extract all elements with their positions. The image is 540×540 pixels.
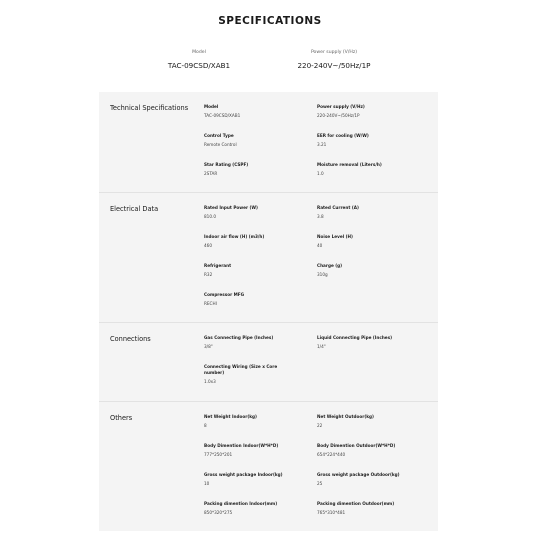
spec-label: Moisture removal (Liters/h)	[317, 162, 382, 167]
section-title: Connections	[110, 335, 151, 343]
spec-item	[204, 292, 314, 307]
spec-label: Packing dimention Indoor(mm)	[204, 501, 278, 506]
spec-value: 850*320*275	[204, 510, 233, 515]
spec-value: 8	[204, 423, 207, 428]
spec-value: 40	[317, 243, 323, 248]
spec-value: RECHI	[204, 301, 217, 306]
spec-label: Charge (g)	[317, 263, 343, 268]
spec-item	[317, 162, 427, 177]
spec-item	[317, 263, 427, 278]
spec-label: Net Weight Indoor(kg)	[204, 414, 257, 419]
spec-value: 10	[204, 481, 210, 486]
spec-item	[204, 443, 314, 458]
spec-value: 3/8"	[204, 344, 213, 349]
spec-value: 220-240V~/50Hz/1P	[317, 113, 360, 118]
spec-item	[317, 335, 427, 350]
spec-value: 460	[204, 243, 212, 248]
spec-label: Star Rating (CSPF)	[204, 162, 249, 167]
section-electrical	[99, 193, 438, 323]
spec-label: Gross weight package Indoor(kg)	[204, 472, 283, 477]
spec-item	[204, 335, 314, 350]
spec-item	[317, 501, 427, 516]
spec-label: Gross weight package Outdoor(kg)	[317, 472, 400, 477]
spec-item	[204, 133, 314, 148]
spec-label: Model	[204, 104, 219, 109]
spec-value: 3.8	[317, 214, 324, 219]
spec-value: 25	[317, 481, 323, 486]
spec-label: Indoor air flow (H) (m3/h)	[204, 234, 265, 239]
section-others	[99, 402, 438, 534]
spec-item	[317, 133, 427, 148]
summary-power-value: 220-240V~/50Hz/1P	[297, 61, 371, 70]
spec-label: Rated Current (A)	[317, 205, 359, 210]
spec-label: Connecting Wiring (Size x Core number)	[204, 364, 278, 375]
spec-item	[317, 414, 427, 429]
spec-item	[204, 501, 314, 516]
spec-value: TAC-09CSD/XAB1	[204, 113, 241, 118]
spec-value: 765*310*481	[317, 510, 346, 515]
spec-item	[317, 205, 427, 220]
page-title: SPECIFICATIONS	[218, 15, 322, 27]
spec-value: 310g	[317, 272, 328, 277]
spec-label: Net Weight Outdoor(kg)	[317, 414, 374, 419]
spec-label: Body Dimention Indoor(W*H*D)	[204, 443, 279, 448]
spec-value: 654*224*440	[317, 452, 346, 457]
summary-model-value: TAC-09CSD/XAB1	[167, 61, 231, 70]
spec-value: 22	[317, 423, 323, 428]
section-title: Electrical Data	[110, 205, 159, 213]
spec-item	[204, 472, 314, 487]
spec-item	[317, 472, 427, 487]
spec-value: 810.0	[204, 214, 216, 219]
spec-item	[204, 162, 314, 177]
summary-power-label: Power supply (V/Hz)	[310, 50, 358, 55]
spec-item	[204, 364, 284, 385]
section-title: Others	[110, 414, 133, 422]
spec-value: 3.21	[317, 142, 327, 147]
summary-power	[254, 50, 414, 70]
spec-label: EER for cooling (W/W)	[317, 133, 369, 138]
spec-value: Remote Control	[204, 142, 237, 147]
summary-model-label: Model	[192, 50, 206, 55]
spec-label: Refrigerant	[204, 263, 232, 268]
spec-value: 777*250*201	[204, 452, 233, 457]
spec-item	[204, 234, 314, 249]
spec-label: Rated Input Power (W)	[204, 205, 258, 210]
spec-label: Compressor MFG	[204, 292, 245, 297]
spec-item	[317, 104, 427, 119]
spec-value: 2STAR	[204, 171, 218, 176]
spec-item	[317, 234, 427, 249]
spec-value: 1.0	[317, 171, 324, 176]
spec-item	[204, 263, 314, 278]
spec-item	[204, 205, 314, 220]
spec-item	[204, 414, 314, 429]
spec-label: Gas Connecting Pipe (Inches)	[204, 335, 274, 340]
spec-label: Power supply (V/Hz)	[317, 104, 365, 109]
section-connections	[99, 323, 438, 402]
spec-label: Control Type	[204, 133, 234, 138]
spec-summary	[0, 50, 540, 80]
spec-item	[204, 104, 314, 119]
spec-item	[317, 443, 427, 458]
spec-table	[99, 92, 438, 531]
spec-label: Body Dimention Outdoor(W*H*D)	[317, 443, 396, 448]
section-title: Technical Specifications	[110, 104, 189, 112]
spec-value: R32	[204, 272, 213, 277]
spec-label: Packing dimention Outdoor(mm)	[317, 501, 395, 506]
section-technical	[99, 92, 438, 193]
spec-label: Liquid Connecting Pipe (Inches)	[317, 335, 393, 340]
spec-label: Noise Level (H)	[317, 234, 353, 239]
spec-value: 1/4"	[317, 344, 326, 349]
spec-value: 1.0x3	[204, 379, 216, 384]
